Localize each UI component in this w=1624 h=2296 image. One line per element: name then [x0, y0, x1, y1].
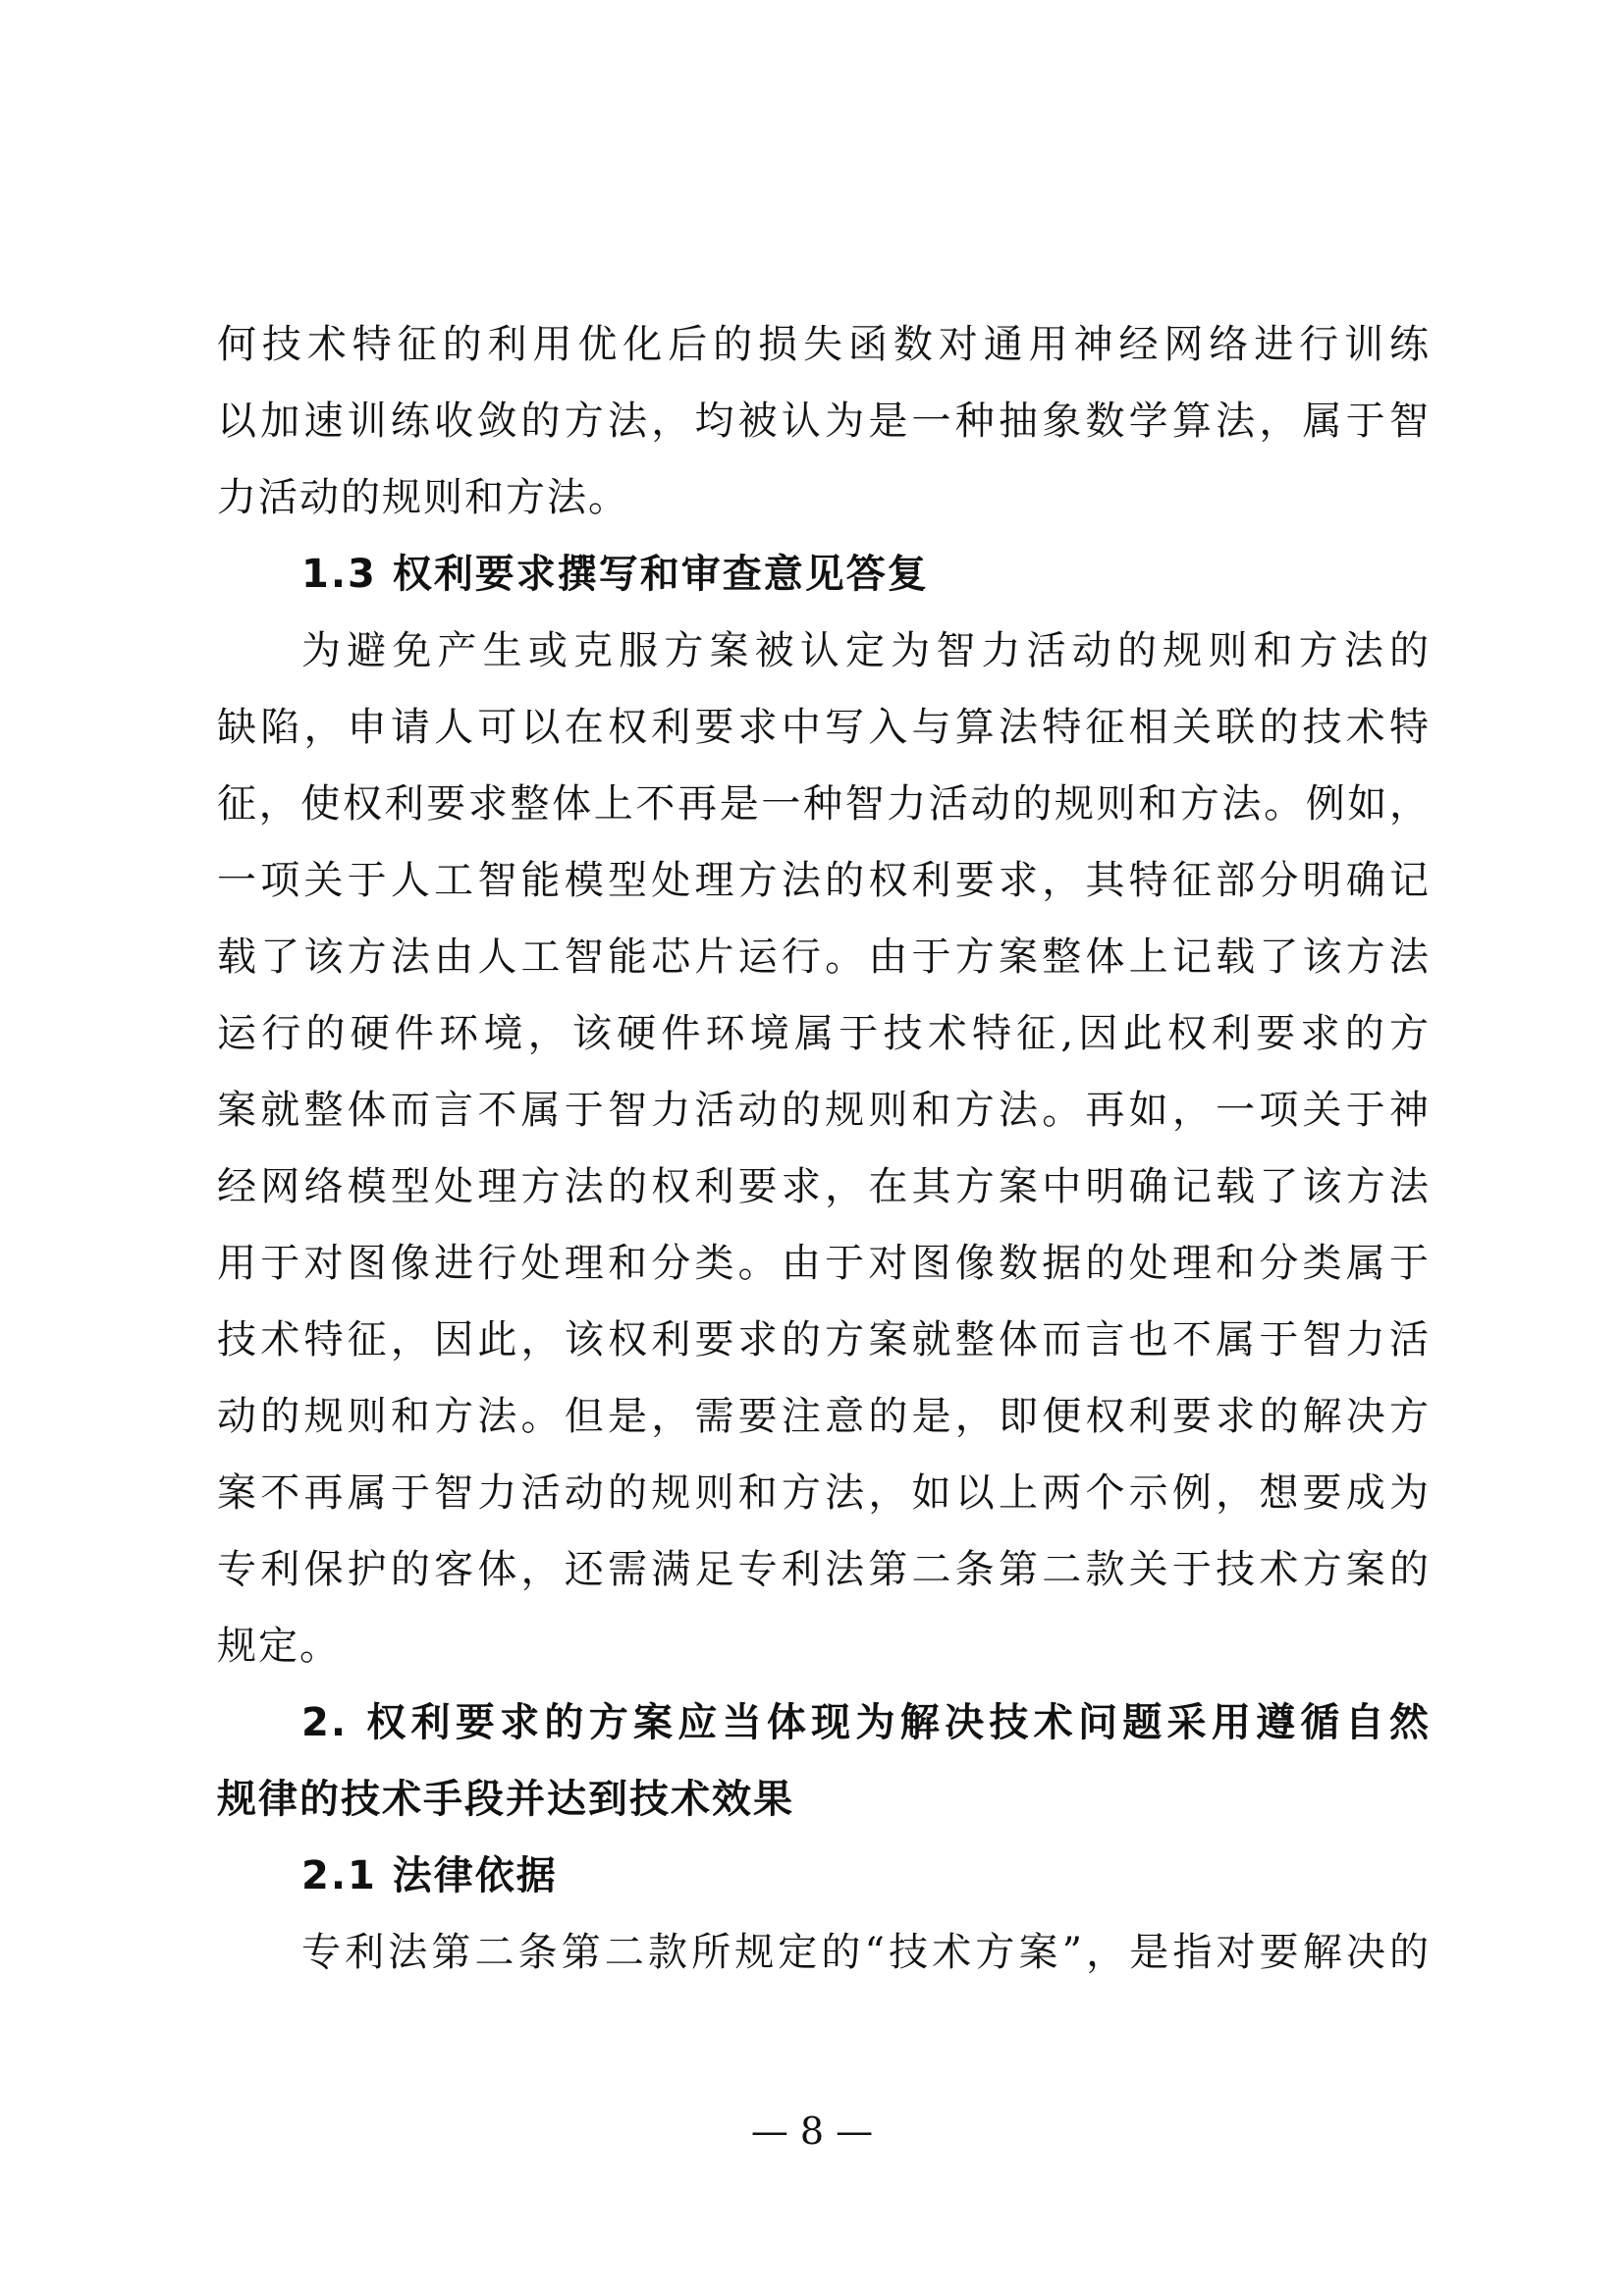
paragraph-line: 技术特征，因此，该权利要求的方案就整体而言也不属于智力活: [217, 1317, 1431, 1362]
paragraph-line: 以加速训练收敛的方法，均被认为是一种抽象数学算法，属于智: [217, 399, 1431, 444]
paragraph-line: 案就整体而言不属于智力活动的规则和方法。再如，一项关于神: [217, 1088, 1431, 1133]
paragraph-line: 专利法第二条第二款所规定的“技术方案”，是指对要解决的: [301, 1930, 1431, 1975]
paragraph-line: 运行的硬件环境，该硬件环境属于技术特征,因此权利要求的方: [217, 1011, 1431, 1056]
paragraph-line: 征，使权利要求整体上不再是一种智力活动的规则和方法。例如，: [217, 781, 1431, 827]
paragraph-line: 载了该方法由人工智能芯片运行。由于方案整体上记载了该方法: [217, 934, 1431, 980]
paragraph-line: 缺陷，申请人可以在权利要求中写入与算法特征相关联的技术特: [217, 705, 1431, 750]
paragraph-line: 经网络模型处理方法的权利要求，在其方案中明确记载了该方法: [217, 1164, 1431, 1209]
section-heading-2: 2. 权利要求的方案应当体现为解决技术问题采用遵循自然: [301, 1700, 1431, 1745]
section-heading-2-continued: 规律的技术手段并达到技术效果: [217, 1777, 794, 1822]
paragraph-line: 何技术特征的利用优化后的损失函数对通用神经网络进行训练: [217, 322, 1431, 367]
section-heading-1-3: 1.3 权利要求撰写和审查意见答复: [301, 552, 929, 597]
paragraph-line: 一项关于人工智能模型处理方法的权利要求，其特征部分明确记: [217, 858, 1431, 903]
paragraph-line: 为避免产生或克服方案被认定为智力活动的规则和方法的: [301, 628, 1431, 673]
paragraph-line: 案不再属于智力活动的规则和方法，如以上两个示例，想要成为: [217, 1470, 1431, 1516]
paragraph-line: 规定。: [217, 1624, 341, 1669]
document-body: [217, 306, 1431, 1991]
paragraph-line: 力活动的规则和方法。: [217, 475, 629, 520]
paragraph-line: 专利保护的客体，还需满足专利法第二条第二款关于技术方案的: [217, 1547, 1431, 1592]
paragraph-line: 用于对图像进行处理和分类。由于对图像数据的处理和分类属于: [217, 1241, 1431, 1286]
page-number: — 8 —: [750, 2109, 874, 2153]
paragraph-line: 动的规则和方法。但是，需要注意的是，即便权利要求的解决方: [217, 1394, 1431, 1439]
section-heading-2-1: 2.1 法律依据: [301, 1853, 558, 1898]
